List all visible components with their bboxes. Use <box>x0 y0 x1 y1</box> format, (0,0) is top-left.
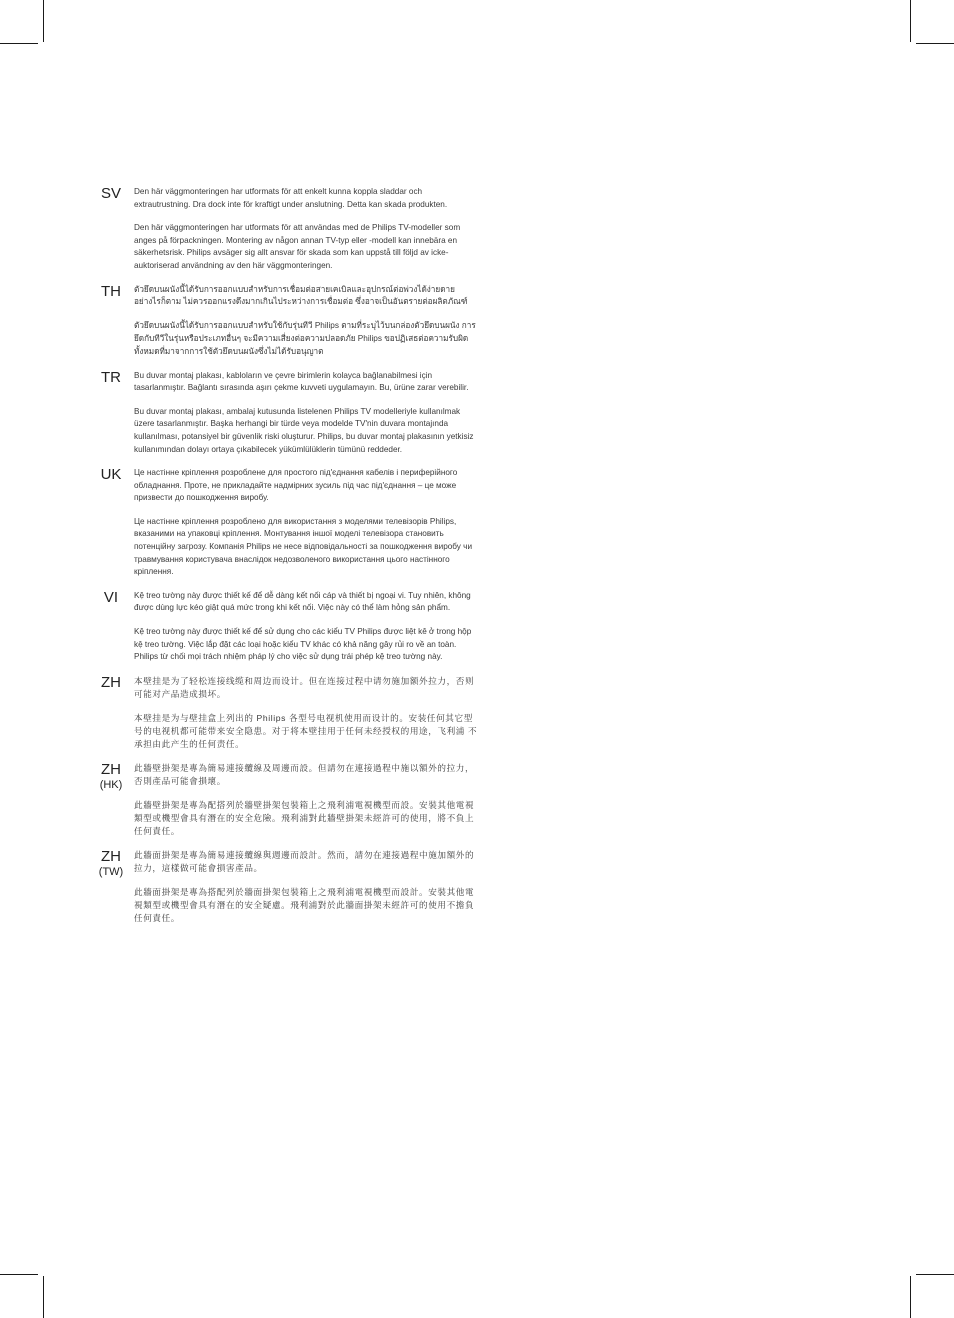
crop-mark-top-right-horizontal <box>916 43 954 44</box>
language-region: (HK) <box>99 778 123 791</box>
notice-paragraph: Kệ treo tường này được thiết kế để dễ dàng kết nối cáp và thiết bị ngoại vi. Tuy nhiên, không được dùng lực kéo giật quá mức trong khi kết nối. Việc này có thể làm hỏng sản phẩm. <box>134 590 471 613</box>
language-code: TH <box>101 282 121 300</box>
section-th <box>98 284 478 359</box>
notice-paragraph: 此牆面掛架是專為搭配列於牆面掛架包裝箱上之飛利浦電視機型而設計。安裝其他電視類型或機型會具有潛在的安全疑慮。飛利浦對於此牆面掛架未經許可的使用不擔負任何責任。 <box>134 886 475 923</box>
language-code: ZH (HK) <box>99 760 123 791</box>
section-vi <box>98 590 478 664</box>
crop-mark-bottom-left-horizontal <box>0 1274 38 1275</box>
language-code: SV <box>100 185 121 202</box>
notice-paragraph: 此牆壁掛架是專為配搭列於牆壁掛架包裝箱上之飛利浦電視機型而設。安裝其他電視類型或機型會具有潛在的安全危險。飛利浦對此牆壁掛架未經許可的使用，將不負上任何責任。 <box>134 799 475 836</box>
notice-paragraph: ตัวยึดบนผนังนี้ได้รับการออกแบบสำหรับการเชื่อมต่อสายเคเบิลและอุปกรณ์ต่อพ่วงได้ง่ายดาย อย่างไรก็ตาม ไม่ควรออกแรงดึงมากเกินไประหว่างการเชื่อมต่อ ซึ่งอาจเป็นอันตรายต่อผลิตภัณฑ์ <box>134 284 468 307</box>
crop-mark-top-left-vertical <box>43 0 44 42</box>
section-tr <box>98 370 478 457</box>
notice-paragraph: 此牆面掛架是專為簡易連接纜線與週邊而設計。然而，請勿在連接過程中施加額外的拉力，這樣做可能會損害產品。 <box>134 849 475 873</box>
language-region: (TW) <box>98 865 124 878</box>
notice-paragraph: 此牆壁掛架是專為簡易連接纜線及周邊而設。但請勿在連接過程中施以額外的拉力，否則產品可能會損壞。 <box>134 762 475 786</box>
notice-paragraph: Це настінне кріплення розроблене для простого під'єднання кабелів і периферійного обладнання. Проте, не прикладайте надмірних зусиль під час під'єднання – це може призвести до пошкодження виробу. <box>134 468 458 503</box>
crop-mark-bottom-right-vertical <box>910 1276 911 1318</box>
crop-mark-bottom-right-horizontal <box>916 1274 954 1275</box>
notice-paragraph: Den här väggmonteringen har utformats för att enkelt kunna koppla sladdar och extrautrustning. Dra dock inte för kraftigt under anslutning. Detta kan skada produkten. <box>134 187 448 209</box>
notice-paragraph: 本壁挂是为了轻松连接线缆和周边而设计。但在连接过程中请勿施加额外拉力，否则可能对产品造成损坏。 <box>134 675 475 699</box>
language-code: VI <box>103 588 119 606</box>
language-code: ZH (TW) <box>98 847 124 878</box>
section-zh <box>98 675 478 751</box>
notice-paragraph: Kệ treo tường này được thiết kế để sử dụng cho các kiểu TV Philips được liệt kê ở trong hộp kệ treo tường. Việc lắp đặt các loại hoặc kiểu TV khác có khả năng gây rủi ro về an toàn. Philips từ chối mọi trách nhiệm pháp lý cho việc sử dụng trái phép kệ treo tường này. <box>134 627 472 662</box>
notice-paragraph: Den här väggmonteringen har utformats för att användas med de Philips TV-modeller som anges på förpackningen. Montering av någon annan TV-typ eller -modell kan innebära en säkerhetsrisk. Philips avsäger sig allt ansvar för skada som kan uppstå till följd av icke-auktoriserad användning av den här väggmonteringen. <box>134 223 461 270</box>
notice-paragraph: Bu duvar montaj plakası, kabloların ve çevre birimlerin kolayca bağlanabilmesi için tasarlanmıştır. Bağlantı sırasında aşırı çekme kuvveti uygulamayın. Bu, ürüne zarar verebilir. <box>134 370 469 393</box>
section-zh-tw <box>98 849 478 925</box>
language-code: ZH <box>101 673 121 691</box>
language-code: TR <box>101 368 121 386</box>
crop-mark-top-left-horizontal <box>0 43 38 44</box>
language-code: UK <box>100 466 122 484</box>
section-uk <box>98 467 478 579</box>
notice-paragraph: ตัวยึดบนผนังนี้ได้รับการออกแบบสำหรับใช้กับรุ่นทีวี Philips ตามที่ระบุไว้บนกล่องตัวยึดบนผนัง การยึดกับทีวีในรุ่นหรือประเภทอื่นๆ จะมีความเสี่ยงต่อความปลอดภัย Philips ขอปฏิเสธต่อความรับผิดทั้งหมดที่มาจากการใช้ตัวยึดบนผนังซึ่งไม่ได้รับอนุญาต <box>134 321 476 356</box>
crop-mark-bottom-left-vertical <box>43 1276 44 1318</box>
notice-paragraph: Це настінне кріплення розроблено для використання з моделями телевізорів Philips, вказаними на упаковці кріплення. Монтування іншої моделі телевізора становить потенційну загрозу. Компанія Philips не несе відповідальності за пошкодження виробу чи травмування користувача внаслідок недозволеного використання цього настінного кріплення. <box>134 516 473 577</box>
notice-paragraph: Bu duvar montaj plakası, ambalaj kutusunda listelenen Philips TV modelleriyle kullanılmak üzere tasarlanmıştır. Başka herhangi bir türde veya modelde TV'nin duvara montajında kullanılması, potansiyel bir güvenlik riski oluşturur. Philips, bu duvar montaj plakasının yetkisiz kullanımından dolayı ortaya çıkabilecek yükümlülüklerin tümünü reddeder. <box>134 406 474 454</box>
section-sv <box>98 186 478 273</box>
language-notices <box>98 186 478 936</box>
section-zh-hk <box>98 762 478 838</box>
notice-paragraph: 本壁挂是为与壁挂盒上列出的 Philips 各型号电视机使用而设计的。安装任何其它型号的电视机都可能带来安全隐患。对于将本壁挂用于任何未经授权的用途，飞利浦 不承担由此产生的任何责任。 <box>134 712 478 749</box>
crop-mark-top-right-vertical <box>910 0 911 42</box>
